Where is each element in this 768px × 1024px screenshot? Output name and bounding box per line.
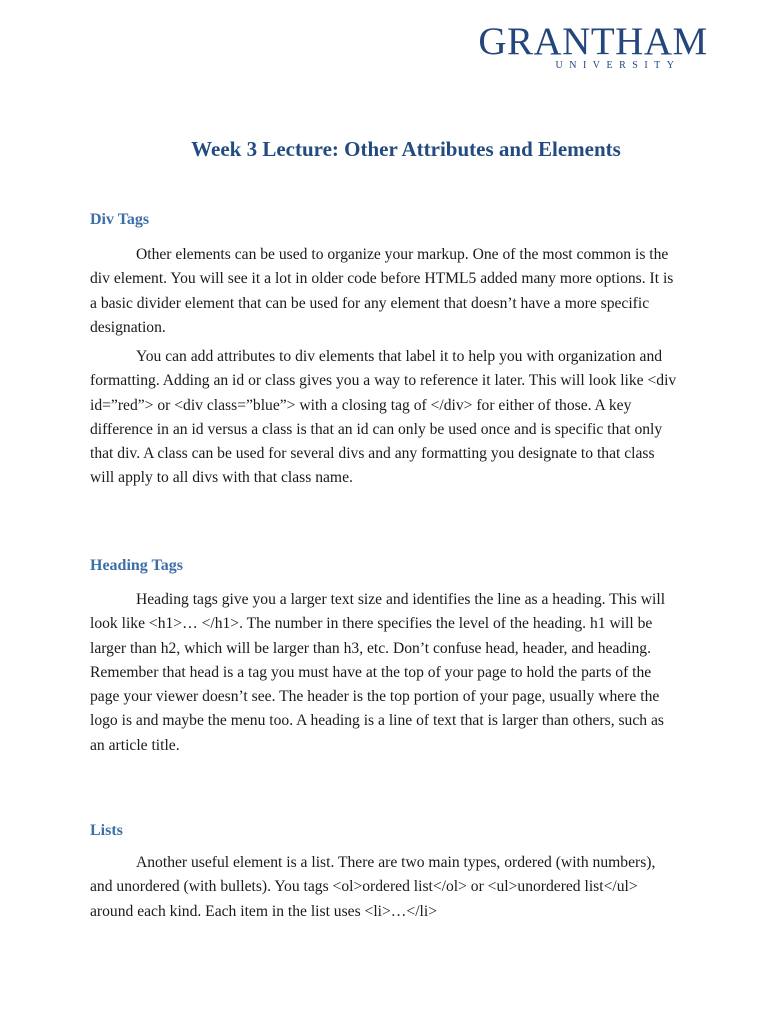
logo-graphic [472,18,714,74]
paragraph: You can add attributes to div elements that label it to help you with organization and formatting. Adding an id or class gives you a way to reference it later. This will look like <div id=”red”> or <div class=”blue”> with a closing tag of </div> for either of those. A key difference in an id versus a class is that an id can only be used once and is specific that only that div. A class can be used for several divs and any formatting you designate to that class will apply to all divs with that class name. [90,348,677,487]
section-heading-lists: Lists [90,822,123,839]
section-heading-div-tags: Div Tags [90,211,150,228]
logo-subtitle: UNIVERSITY [555,60,681,71]
document-title: Week 3 Lecture: Other Attributes and Elements [191,137,621,161]
paragraph: Other elements can be used to organize your markup. One of the most common is the div element. You will see it a lot in older code before HTML5 added many more options. It is a basic divider element that can be used for any element that doesn’t have a more specific designation. [90,246,674,336]
logo-wordmark: GRANTHAM [478,20,708,63]
paragraph: Another useful element is a list. There are two main types, ordered (with numbers), and unordered (with bullets). You tags <ol>ordered list</ol> or <ul>unordered list</ul> around each kind. Each item in the list uses <li>…</li> [90,854,656,920]
grantham-university-logo [472,18,714,74]
section-heading-heading-tags: Heading Tags [90,557,183,574]
paragraph: Heading tags give you a larger text size and identifies the line as a heading. This will look like <h1>… </h1>. The number in there specifies the level of the heading. h1 will be larger than h2, which will be larger than h3, etc. Don’t confuse head, header, and heading. Remember that head is a tag you must have at the top of your page to hold the parts of the page your viewer doesn’t see. The header is the top portion of your page, usually where the logo is and maybe the menu too. A heading is a line of text that is larger than others, such as an article title. [90,591,666,754]
